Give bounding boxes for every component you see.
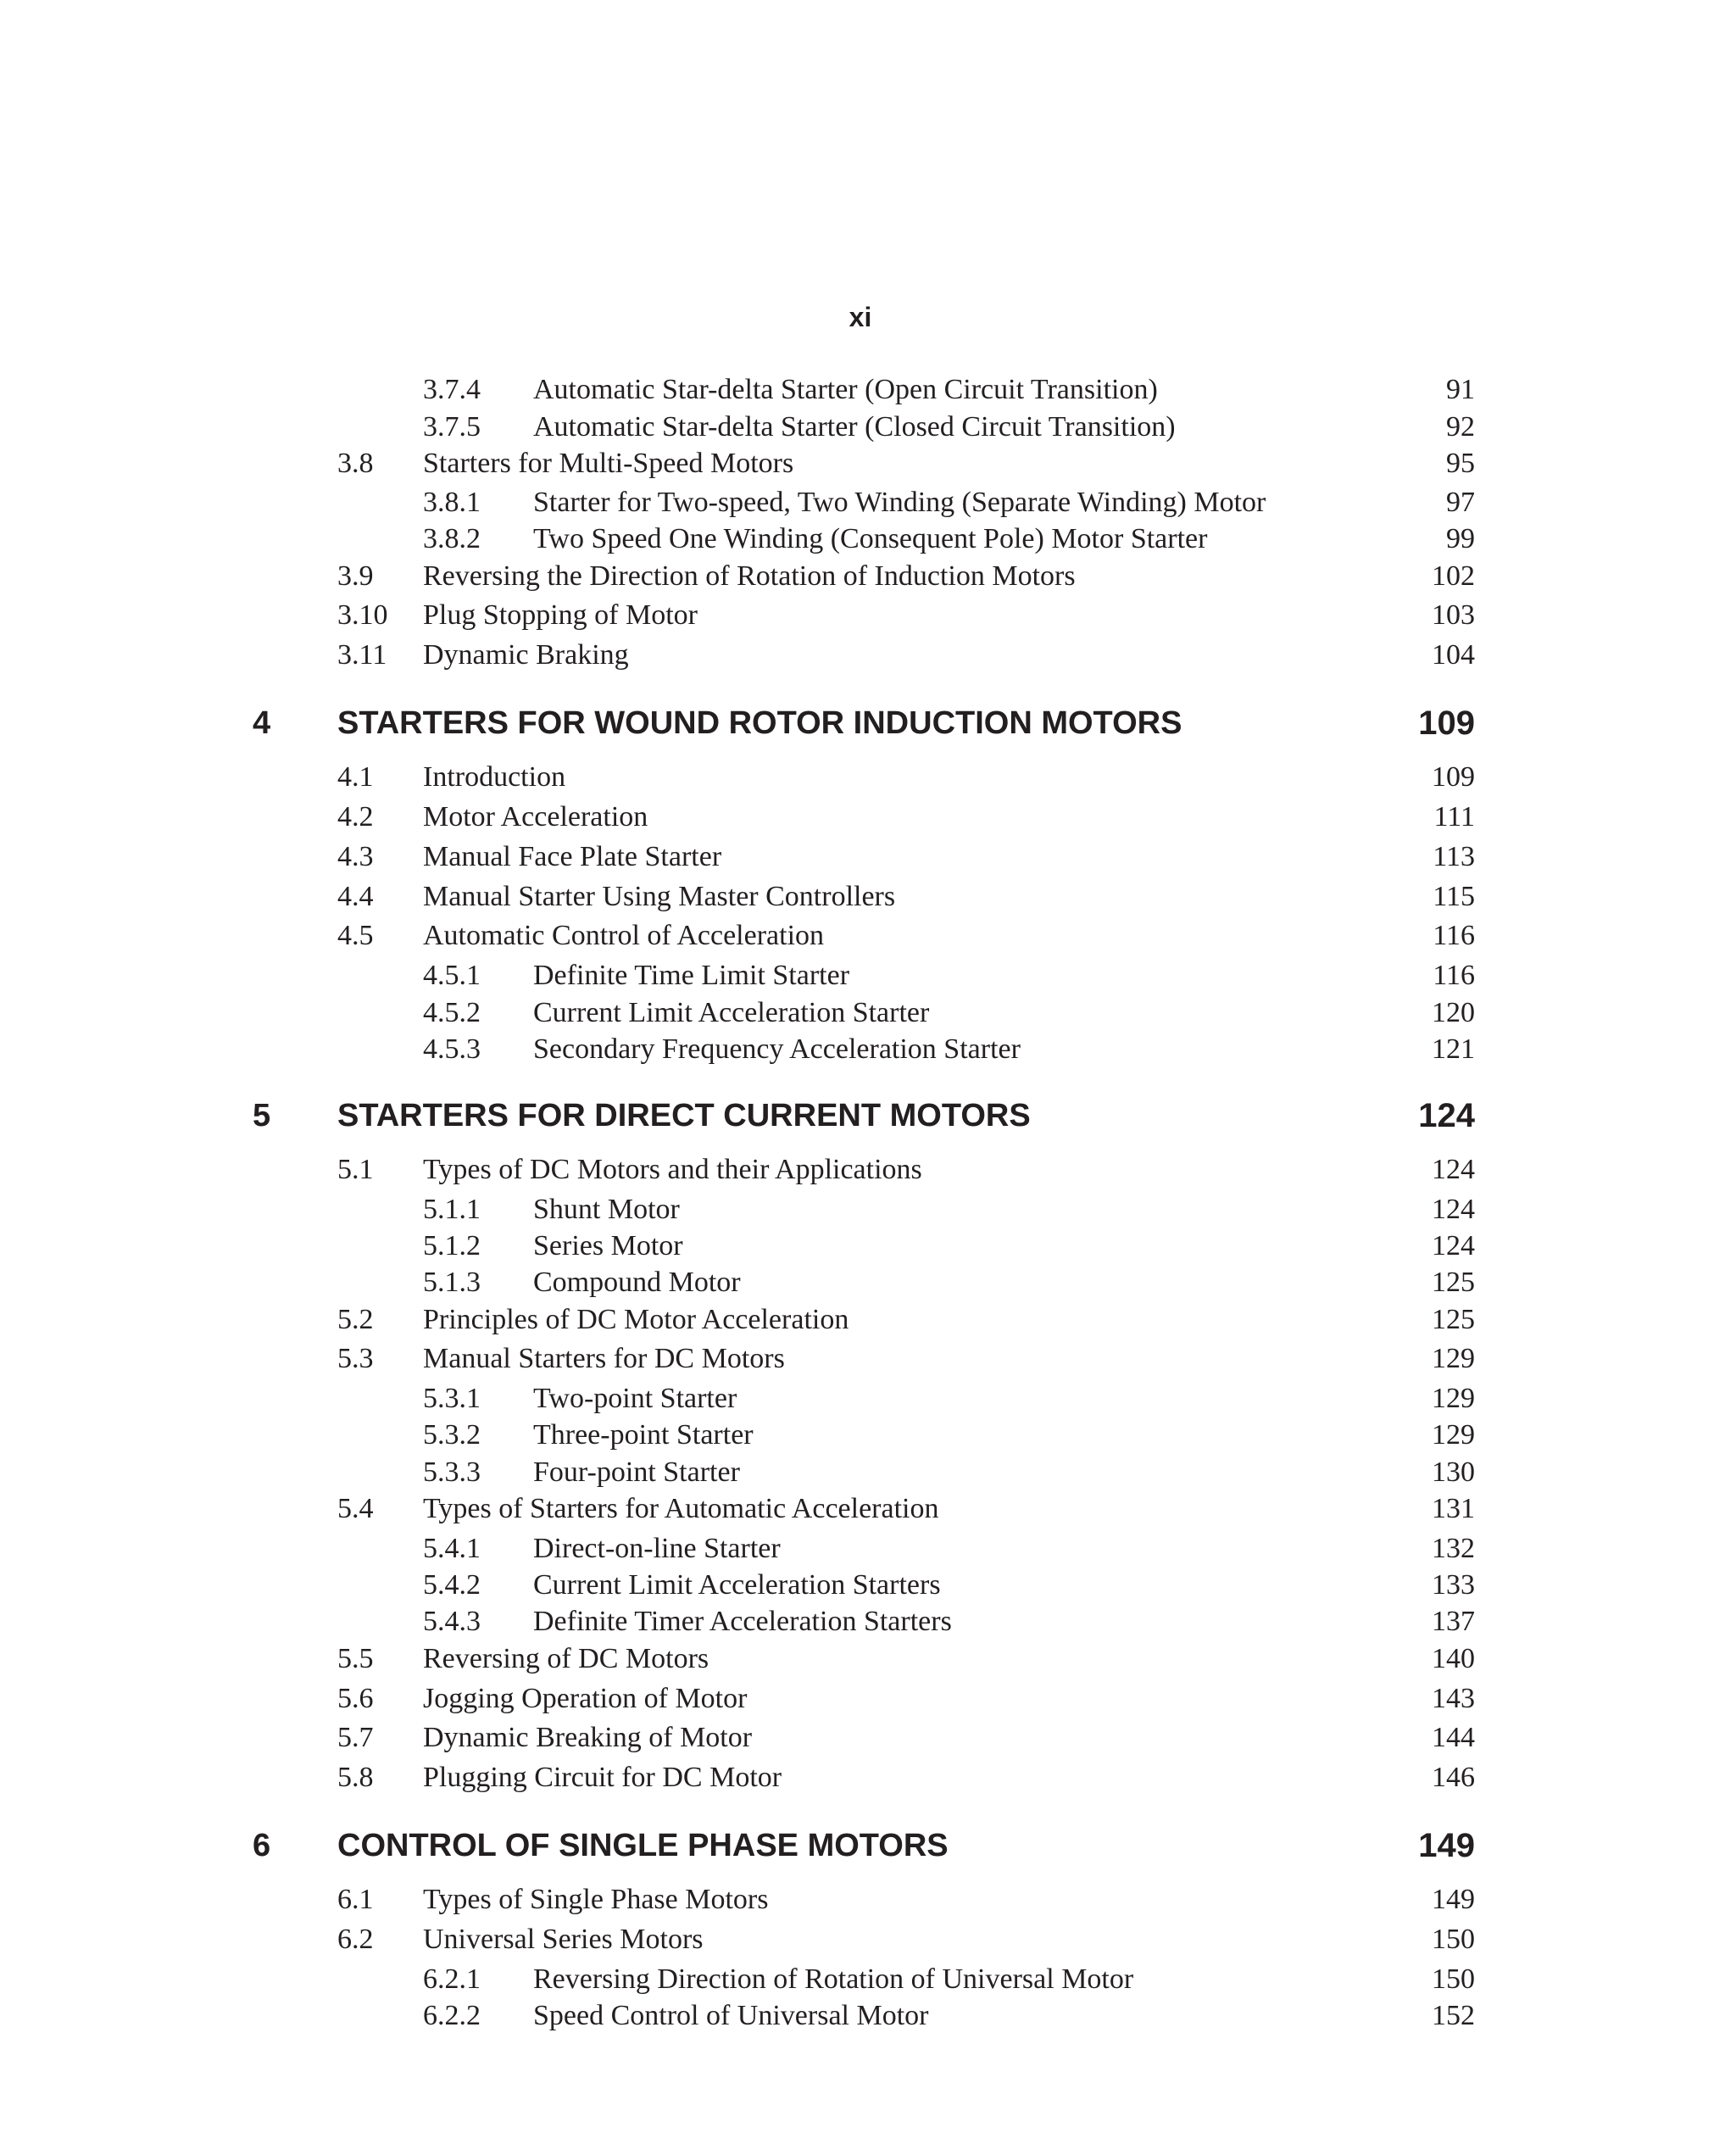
toc-num: 4.3	[337, 841, 374, 872]
toc-section	[0, 444, 1736, 483]
toc-section	[0, 1640, 1736, 1679]
toc-title: Speed Control of Universal Motor	[533, 2000, 929, 2031]
toc-num: 5.3.3	[423, 1456, 481, 1488]
toc-page: 150	[1432, 1924, 1475, 1955]
toc-section	[0, 1920, 1736, 1959]
toc-page: 129	[1432, 1383, 1475, 1414]
toc-num: 6.2.1	[423, 1963, 481, 1995]
toc-section	[0, 1880, 1736, 1919]
toc-num: 5.8	[337, 1762, 374, 1793]
toc-num: 5.3.1	[423, 1383, 481, 1414]
toc-section	[0, 1718, 1736, 1757]
toc-subsection	[0, 956, 1736, 995]
toc-section	[0, 636, 1736, 675]
toc-title: Shunt Motor	[533, 1194, 680, 1225]
toc-title: Introduction	[423, 761, 566, 793]
toc-num: 3.8.1	[423, 487, 481, 518]
toc-title: Secondary Frequency Acceleration Starter	[533, 1033, 1021, 1065]
toc-title: Two-point Starter	[533, 1383, 737, 1414]
toc-page: 152	[1432, 2000, 1475, 2031]
toc-section	[0, 1300, 1736, 1339]
toc-title: Reversing the Direction of Rotation of Induction Motors	[423, 560, 1076, 592]
toc-subsection	[0, 1602, 1736, 1641]
toc-title: Universal Series Motors	[423, 1924, 704, 1955]
toc-page: 92	[1446, 411, 1475, 443]
toc-title: Two Speed One Winding (Consequent Pole) Motor Starter	[533, 523, 1208, 554]
toc-num: 4.5	[337, 920, 374, 951]
toc-subsection	[0, 483, 1736, 522]
toc-page: 121	[1432, 1033, 1475, 1065]
toc-subsection	[0, 1453, 1736, 1492]
toc-page: 124	[1432, 1194, 1475, 1225]
toc-title: Plugging Circuit for DC Motor	[423, 1762, 782, 1793]
toc-section	[0, 1490, 1736, 1529]
toc-section	[0, 1758, 1736, 1797]
toc-page: 149	[1432, 1884, 1475, 1915]
toc-num: 5.4	[337, 1493, 374, 1524]
toc-page: 124	[1432, 1230, 1475, 1261]
toc-title: Four-point Starter	[533, 1456, 740, 1488]
toc-section	[0, 1679, 1736, 1718]
toc-num: 5.1.3	[423, 1267, 481, 1298]
toc-num: 5.2	[337, 1304, 374, 1335]
toc-num: 5.5	[337, 1643, 374, 1674]
toc-num: 6.2	[337, 1924, 374, 1955]
toc-num: 5.6	[337, 1683, 374, 1714]
toc-page: 146	[1432, 1762, 1475, 1793]
toc-page: 137	[1432, 1606, 1475, 1637]
toc-subsection	[0, 1566, 1736, 1605]
toc-num: 5.4.1	[423, 1533, 481, 1564]
toc-title: STARTERS FOR DIRECT CURRENT MOTORS	[337, 1098, 1031, 1133]
toc-page: 111	[1433, 801, 1475, 833]
toc-page: 125	[1432, 1304, 1475, 1335]
toc-subsection	[0, 994, 1736, 1033]
toc-title: Types of DC Motors and their Applications	[423, 1154, 922, 1185]
toc-num: 3.8	[337, 448, 374, 479]
toc-num: 5.3.2	[423, 1419, 481, 1451]
toc-chapter	[0, 1822, 1736, 1869]
toc-num: 4.2	[337, 801, 374, 833]
toc-page: 109	[1418, 705, 1475, 742]
toc-page: 115	[1433, 881, 1475, 912]
toc-title: Series Motor	[533, 1230, 683, 1261]
toc-title: Types of Single Phase Motors	[423, 1884, 769, 1915]
toc-page: 144	[1432, 1722, 1475, 1753]
toc-title: Manual Starter Using Master Controllers	[423, 881, 896, 912]
toc-page: 129	[1432, 1343, 1475, 1374]
toc-num: 4	[253, 705, 271, 741]
toc-title: Automatic Star-delta Starter (Open Circuit Transition)	[533, 374, 1158, 405]
toc-section	[0, 1339, 1736, 1378]
toc-title: Jogging Operation of Motor	[423, 1683, 748, 1714]
toc-title: Definite Timer Acceleration Starters	[533, 1606, 952, 1637]
toc-page: 130	[1432, 1456, 1475, 1488]
toc-page: 116	[1433, 920, 1475, 951]
toc-num: 5.7	[337, 1722, 374, 1753]
toc-title: Direct-on-line Starter	[533, 1533, 781, 1564]
toc-title: Current Limit Acceleration Starters	[533, 1569, 941, 1601]
toc-subsection	[0, 520, 1736, 559]
toc-title: Reversing of DC Motors	[423, 1643, 709, 1674]
toc-subsection	[0, 1960, 1736, 1999]
toc-page: 140	[1432, 1643, 1475, 1674]
toc-section	[0, 916, 1736, 955]
toc-page: 143	[1432, 1683, 1475, 1714]
toc-subsection	[0, 1529, 1736, 1568]
toc-num: 5.1	[337, 1154, 374, 1185]
toc-title: CONTROL OF SINGLE PHASE MOTORS	[337, 1828, 949, 1863]
toc-num: 6.1	[337, 1884, 374, 1915]
toc-page: 91	[1446, 374, 1475, 405]
toc-page: 132	[1432, 1533, 1475, 1564]
toc-page: 97	[1446, 487, 1475, 518]
toc-page: 109	[1432, 761, 1475, 793]
toc-num: 4.4	[337, 881, 374, 912]
toc-title: Automatic Star-delta Starter (Closed Circuit Transition)	[533, 411, 1176, 443]
toc-section	[0, 596, 1736, 635]
toc-num: 4.5.2	[423, 997, 481, 1028]
toc-subsection	[0, 1263, 1736, 1302]
toc-num: 5.1.1	[423, 1194, 481, 1225]
toc-page: 102	[1432, 560, 1475, 592]
toc-page: 133	[1432, 1569, 1475, 1601]
toc-subsection	[0, 370, 1736, 409]
toc-num: 3.9	[337, 560, 374, 592]
toc-subsection	[0, 1030, 1736, 1069]
toc-title: Manual Starters for DC Motors	[423, 1343, 785, 1374]
toc-title: Definite Time Limit Starter	[533, 960, 850, 991]
toc-section	[0, 1150, 1736, 1189]
toc-subsection	[0, 1379, 1736, 1418]
toc-page: 150	[1432, 1963, 1475, 1995]
toc-section	[0, 557, 1736, 596]
toc-page: 116	[1433, 960, 1475, 991]
toc-title: Dynamic Breaking of Motor	[423, 1722, 753, 1753]
toc-page: 124	[1418, 1097, 1475, 1134]
toc-page: 104	[1432, 639, 1475, 671]
toc-subsection	[0, 1190, 1736, 1229]
toc-num: 3.7.5	[423, 411, 481, 443]
toc-title: Starters for Multi-Speed Motors	[423, 448, 794, 479]
toc-chapter	[0, 1092, 1736, 1139]
page-number: xi	[849, 302, 872, 332]
toc-page: 113	[1433, 841, 1475, 872]
toc-num: 5.4.3	[423, 1606, 481, 1637]
toc-num: 5.3	[337, 1343, 374, 1374]
toc-num: 6	[253, 1828, 271, 1863]
toc-section	[0, 877, 1736, 916]
toc-num: 6.2.2	[423, 2000, 481, 2031]
toc-title: Plug Stopping of Motor	[423, 599, 698, 631]
toc-page: 103	[1432, 599, 1475, 631]
toc-title: Automatic Control of Acceleration	[423, 920, 825, 951]
toc-section	[0, 758, 1736, 797]
toc-num: 5.4.2	[423, 1569, 481, 1601]
toc-chapter	[0, 699, 1736, 747]
toc-title: Manual Face Plate Starter	[423, 841, 722, 872]
toc-section	[0, 838, 1736, 877]
toc-title: Motor Acceleration	[423, 801, 648, 833]
toc-num: 5	[253, 1098, 271, 1133]
toc-page: 95	[1446, 448, 1475, 479]
toc-page: 99	[1446, 523, 1475, 554]
toc-subsection	[0, 1416, 1736, 1455]
toc-title: Three-point Starter	[533, 1419, 754, 1451]
toc-num: 3.7.4	[423, 374, 481, 405]
toc-title: STARTERS FOR WOUND ROTOR INDUCTION MOTORS	[337, 705, 1182, 741]
toc-page: 131	[1432, 1493, 1475, 1524]
toc-num: 4.1	[337, 761, 374, 793]
toc-num: 5.1.2	[423, 1230, 481, 1261]
toc-subsection	[0, 408, 1736, 447]
toc-title: Compound Motor	[533, 1267, 741, 1298]
toc-page: 129	[1432, 1419, 1475, 1451]
toc-num: 3.10	[337, 599, 388, 631]
toc-title: Reversing Direction of Rotation of Universal Motor	[533, 1963, 1134, 1995]
toc-title: Types of Starters for Automatic Acceleration	[423, 1493, 939, 1524]
toc-page: 120	[1432, 997, 1475, 1028]
toc-subsection	[0, 1997, 1736, 2036]
toc-page: 125	[1432, 1267, 1475, 1298]
toc-page: 149	[1418, 1827, 1475, 1864]
toc-num: 3.11	[337, 639, 387, 671]
toc-title: Current Limit Acceleration Starter	[533, 997, 930, 1028]
toc-subsection	[0, 1227, 1736, 1266]
toc-title: Starter for Two-speed, Two Winding (Separate Winding) Motor	[533, 487, 1266, 518]
toc-title: Dynamic Braking	[423, 639, 629, 671]
toc-section	[0, 798, 1736, 837]
toc-num: 4.5.3	[423, 1033, 481, 1065]
toc-num: 4.5.1	[423, 960, 481, 991]
toc-num: 3.8.2	[423, 523, 481, 554]
toc-page: 124	[1432, 1154, 1475, 1185]
toc-title: Principles of DC Motor Acceleration	[423, 1304, 849, 1335]
